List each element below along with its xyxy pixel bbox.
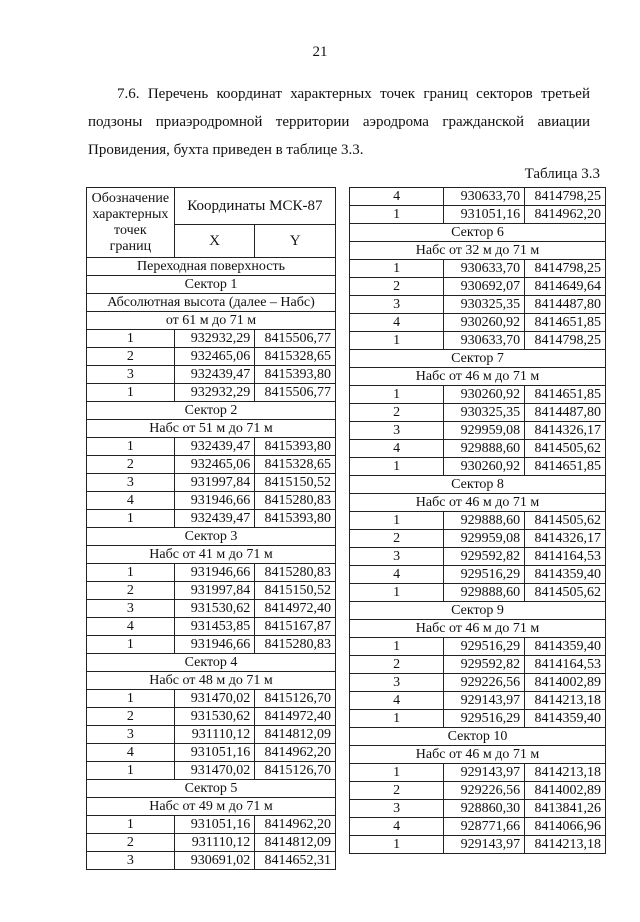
point-number: 3: [350, 800, 444, 818]
table-row: [87, 744, 336, 762]
table-row: [87, 618, 336, 636]
section-row: [87, 420, 336, 438]
section-label: Переходная поверхность: [87, 258, 336, 276]
x-coordinate: 929516,29: [444, 566, 525, 584]
table-row: [87, 510, 336, 528]
table-row: [87, 726, 336, 744]
x-coordinate: 931946,66: [174, 564, 255, 582]
y-coordinate: 8414651,85: [525, 314, 606, 332]
column-header-coordinates: Координаты МСК-87: [174, 188, 335, 225]
point-number: 1: [350, 206, 444, 224]
table-row: [350, 422, 606, 440]
point-number: 1: [350, 764, 444, 782]
table-row: [350, 692, 606, 710]
coordinates-table-left: [86, 187, 336, 870]
point-number: 2: [350, 656, 444, 674]
y-coordinate: 8414798,25: [525, 260, 606, 278]
section-row: [350, 242, 606, 260]
table-row: [350, 386, 606, 404]
page-number: 21: [312, 44, 328, 60]
point-number: 1: [350, 638, 444, 656]
point-number: 1: [350, 710, 444, 728]
table-row: [350, 818, 606, 836]
table-row: [87, 330, 336, 348]
column-header-point-designation: Обозначение характерных точек границ: [87, 188, 175, 258]
section-row: [350, 746, 606, 764]
table-row: [350, 710, 606, 728]
x-coordinate: 929959,08: [444, 422, 525, 440]
point-number: 1: [87, 690, 175, 708]
section-label: Сектор 8: [350, 476, 606, 494]
y-coordinate: 8415280,83: [255, 636, 336, 654]
x-coordinate: 929592,82: [444, 656, 525, 674]
point-number: 1: [350, 584, 444, 602]
section-row: [350, 602, 606, 620]
section-row: [87, 276, 336, 294]
x-coordinate: 930260,92: [444, 314, 525, 332]
x-coordinate: 931051,16: [174, 744, 255, 762]
y-coordinate: 8414798,25: [525, 332, 606, 350]
point-number: 1: [350, 386, 444, 404]
y-coordinate: 8415393,80: [255, 438, 336, 456]
point-number: 4: [350, 188, 444, 206]
section-label: Сектор 1: [87, 276, 336, 294]
y-coordinate: 8413841,26: [525, 800, 606, 818]
point-number: 3: [350, 422, 444, 440]
section-label: Набс от 46 м до 71 м: [350, 494, 606, 512]
x-coordinate: 931997,84: [174, 474, 255, 492]
x-coordinate: 931470,02: [174, 762, 255, 780]
point-number: 2: [350, 278, 444, 296]
table-row: [350, 764, 606, 782]
section-row: [87, 780, 336, 798]
x-coordinate: 931051,16: [174, 816, 255, 834]
section-row: [350, 494, 606, 512]
point-number: 2: [350, 404, 444, 422]
y-coordinate: 8414164,53: [525, 548, 606, 566]
x-coordinate: 932932,29: [174, 330, 255, 348]
table-row: [350, 836, 606, 854]
point-number: 1: [350, 260, 444, 278]
table-row: [350, 782, 606, 800]
y-coordinate: 8414962,20: [525, 206, 606, 224]
point-number: 1: [87, 438, 175, 456]
section-label: Набс от 46 м до 71 м: [350, 620, 606, 638]
table-row: [350, 458, 606, 476]
y-coordinate: 8415167,87: [255, 618, 336, 636]
y-coordinate: 8414962,20: [255, 744, 336, 762]
table-caption: Таблица 3.3: [524, 166, 600, 182]
y-coordinate: 8414213,18: [525, 692, 606, 710]
document-heading: [88, 80, 590, 164]
x-coordinate: 928860,30: [444, 800, 525, 818]
x-coordinate: 929959,08: [444, 530, 525, 548]
y-coordinate: 8414326,17: [525, 422, 606, 440]
x-coordinate: 931530,62: [174, 708, 255, 726]
section-label: Набс от 32 м до 71 м: [350, 242, 606, 260]
point-number: 2: [350, 782, 444, 800]
section-label: Сектор 5: [87, 780, 336, 798]
x-coordinate: 930633,70: [444, 188, 525, 206]
table-row: [350, 530, 606, 548]
x-coordinate: 929888,60: [444, 512, 525, 530]
y-coordinate: 8414972,40: [255, 708, 336, 726]
table-row: [350, 296, 606, 314]
point-number: 2: [350, 530, 444, 548]
x-coordinate: 930633,70: [444, 332, 525, 350]
section-row: [87, 402, 336, 420]
x-coordinate: 928771,66: [444, 818, 525, 836]
table-row: [350, 260, 606, 278]
x-coordinate: 932465,06: [174, 348, 255, 366]
x-coordinate: 931110,12: [174, 726, 255, 744]
x-coordinate: 930691,02: [174, 852, 255, 870]
point-number: 1: [87, 384, 175, 402]
section-row: [350, 620, 606, 638]
section-row: [350, 476, 606, 494]
point-number: 1: [350, 458, 444, 476]
y-coordinate: 8414213,18: [525, 764, 606, 782]
point-number: 2: [87, 834, 175, 852]
point-number: 4: [87, 744, 175, 762]
x-coordinate: 931946,66: [174, 636, 255, 654]
y-coordinate: 8414164,53: [525, 656, 606, 674]
table-row: [87, 708, 336, 726]
column-header-x: X: [174, 225, 255, 258]
table-row: [87, 564, 336, 582]
y-coordinate: 8414359,40: [525, 710, 606, 728]
x-coordinate: 929143,97: [444, 836, 525, 854]
table-row: [87, 474, 336, 492]
x-coordinate: 932932,29: [174, 384, 255, 402]
point-number: 3: [87, 474, 175, 492]
section-label: Набс от 41 м до 71 м: [87, 546, 336, 564]
y-coordinate: 8414798,25: [525, 188, 606, 206]
point-number: 4: [87, 618, 175, 636]
point-number: 1: [87, 636, 175, 654]
x-coordinate: 929143,97: [444, 764, 525, 782]
point-number: 3: [350, 548, 444, 566]
x-coordinate: 929516,29: [444, 710, 525, 728]
table-row: [87, 834, 336, 852]
y-coordinate: 8414066,96: [525, 818, 606, 836]
y-coordinate: 8415506,77: [255, 330, 336, 348]
table-row: [87, 456, 336, 474]
point-number: 1: [350, 836, 444, 854]
point-number: 4: [350, 314, 444, 332]
x-coordinate: 930260,92: [444, 458, 525, 476]
y-coordinate: 8414002,89: [525, 782, 606, 800]
point-number: 4: [87, 492, 175, 510]
point-number: 1: [87, 330, 175, 348]
x-coordinate: 929592,82: [444, 548, 525, 566]
y-coordinate: 8415393,80: [255, 510, 336, 528]
table-row: [87, 582, 336, 600]
section-label: Абсолютная высота (далее – Набс): [87, 294, 336, 312]
y-coordinate: 8415280,83: [255, 564, 336, 582]
table-row: [87, 438, 336, 456]
y-coordinate: 8414487,80: [525, 404, 606, 422]
section-row: [87, 672, 336, 690]
point-number: 4: [350, 818, 444, 836]
y-coordinate: 8414649,64: [525, 278, 606, 296]
point-number: 1: [87, 510, 175, 528]
y-coordinate: 8415126,70: [255, 690, 336, 708]
table-body-left: [87, 258, 336, 870]
x-coordinate: 930325,35: [444, 296, 525, 314]
section-label: Набс от 48 м до 71 м: [87, 672, 336, 690]
y-coordinate: 8414359,40: [525, 566, 606, 584]
table-row: [87, 366, 336, 384]
point-number: 4: [350, 440, 444, 458]
section-row: [350, 368, 606, 386]
section-label: Набс от 49 м до 71 м: [87, 798, 336, 816]
table-row: [350, 314, 606, 332]
y-coordinate: 8415328,65: [255, 348, 336, 366]
y-coordinate: 8414505,62: [525, 512, 606, 530]
x-coordinate: 932439,47: [174, 366, 255, 384]
x-coordinate: 931997,84: [174, 582, 255, 600]
y-coordinate: 8414651,85: [525, 458, 606, 476]
heading-line: Провидения, бухта приведен в таблице 3.3.: [88, 142, 364, 158]
x-coordinate: 930692,07: [444, 278, 525, 296]
x-coordinate: 929888,60: [444, 440, 525, 458]
section-row: [350, 350, 606, 368]
y-coordinate: 8414972,40: [255, 600, 336, 618]
point-number: 2: [87, 708, 175, 726]
point-number: 1: [87, 816, 175, 834]
y-coordinate: 8415506,77: [255, 384, 336, 402]
section-row: [87, 312, 336, 330]
y-coordinate: 8415280,83: [255, 492, 336, 510]
y-coordinate: 8415126,70: [255, 762, 336, 780]
x-coordinate: 932465,06: [174, 456, 255, 474]
y-coordinate: 8414326,17: [525, 530, 606, 548]
y-coordinate: 8414505,62: [525, 440, 606, 458]
x-coordinate: 931110,12: [174, 834, 255, 852]
x-coordinate: 929226,56: [444, 674, 525, 692]
y-coordinate: 8414651,85: [525, 386, 606, 404]
point-number: 3: [87, 852, 175, 870]
x-coordinate: 929226,56: [444, 782, 525, 800]
section-label: Набс от 51 м до 71 м: [87, 420, 336, 438]
table-row: [350, 584, 606, 602]
table-row: [87, 348, 336, 366]
point-number: 3: [87, 366, 175, 384]
table-row: [87, 600, 336, 618]
section-label: Набс от 46 м до 71 м: [350, 368, 606, 386]
table-row: [350, 188, 606, 206]
section-label: Сектор 7: [350, 350, 606, 368]
table-row: [350, 278, 606, 296]
section-row: [87, 294, 336, 312]
point-number: 3: [87, 600, 175, 618]
x-coordinate: 932439,47: [174, 438, 255, 456]
table-row: [87, 762, 336, 780]
x-coordinate: 929516,29: [444, 638, 525, 656]
point-number: 2: [87, 456, 175, 474]
section-row: [87, 528, 336, 546]
table-row: [350, 566, 606, 584]
section-label: Сектор 3: [87, 528, 336, 546]
x-coordinate: 930325,35: [444, 404, 525, 422]
section-label: Сектор 6: [350, 224, 606, 242]
x-coordinate: 931453,85: [174, 618, 255, 636]
section-label: Сектор 10: [350, 728, 606, 746]
section-row: [87, 798, 336, 816]
table-row: [87, 492, 336, 510]
x-coordinate: 931946,66: [174, 492, 255, 510]
heading-line: 7.6. Перечень координат характерных точек границ секторов третьей: [117, 86, 590, 102]
section-label: Сектор 9: [350, 602, 606, 620]
section-row: [350, 728, 606, 746]
table-row: [350, 440, 606, 458]
y-coordinate: 8414812,09: [255, 726, 336, 744]
table-row: [350, 674, 606, 692]
y-coordinate: 8415150,52: [255, 474, 336, 492]
table-row: [350, 656, 606, 674]
section-label: от 61 м до 71 м: [87, 312, 336, 330]
y-coordinate: 8414002,89: [525, 674, 606, 692]
table-row: [350, 332, 606, 350]
point-number: 3: [350, 296, 444, 314]
x-coordinate: 931530,62: [174, 600, 255, 618]
point-number: 2: [87, 582, 175, 600]
table-row: [350, 638, 606, 656]
point-number: 4: [350, 692, 444, 710]
table-body-right: [350, 188, 606, 854]
y-coordinate: 8415393,80: [255, 366, 336, 384]
table-row: [350, 512, 606, 530]
table-row: [87, 384, 336, 402]
heading-line: подзоны приаэродромной территории аэродрома гражданской авиации: [88, 114, 590, 130]
point-number: 3: [350, 674, 444, 692]
table-row: [350, 206, 606, 224]
y-coordinate: 8415328,65: [255, 456, 336, 474]
section-row: [87, 546, 336, 564]
column-header-y: Y: [255, 225, 336, 258]
point-number: 4: [350, 566, 444, 584]
x-coordinate: 929143,97: [444, 692, 525, 710]
point-number: 3: [87, 726, 175, 744]
table-row: [350, 800, 606, 818]
y-coordinate: 8414505,62: [525, 584, 606, 602]
section-row: [87, 258, 336, 276]
table-row: [87, 852, 336, 870]
point-number: 2: [87, 348, 175, 366]
point-number: 1: [350, 332, 444, 350]
point-number: 1: [350, 512, 444, 530]
section-row: [87, 654, 336, 672]
section-row: [350, 224, 606, 242]
table-row: [87, 690, 336, 708]
x-coordinate: 930260,92: [444, 386, 525, 404]
section-label: Набс от 46 м до 71 м: [350, 746, 606, 764]
point-number: 1: [87, 564, 175, 582]
table-row: [87, 816, 336, 834]
x-coordinate: 932439,47: [174, 510, 255, 528]
point-number: 1: [87, 762, 175, 780]
x-coordinate: 931470,02: [174, 690, 255, 708]
section-label: Сектор 2: [87, 402, 336, 420]
y-coordinate: 8414962,20: [255, 816, 336, 834]
coordinates-table-right: [349, 187, 606, 854]
table-row: [350, 404, 606, 422]
y-coordinate: 8414652,31: [255, 852, 336, 870]
section-label: Сектор 4: [87, 654, 336, 672]
y-coordinate: 8414213,18: [525, 836, 606, 854]
x-coordinate: 930633,70: [444, 260, 525, 278]
y-coordinate: 8414487,80: [525, 296, 606, 314]
y-coordinate: 8414812,09: [255, 834, 336, 852]
y-coordinate: 8414359,40: [525, 638, 606, 656]
table-row: [87, 636, 336, 654]
x-coordinate: 929888,60: [444, 584, 525, 602]
x-coordinate: 931051,16: [444, 206, 525, 224]
table-row: [350, 548, 606, 566]
y-coordinate: 8415150,52: [255, 582, 336, 600]
